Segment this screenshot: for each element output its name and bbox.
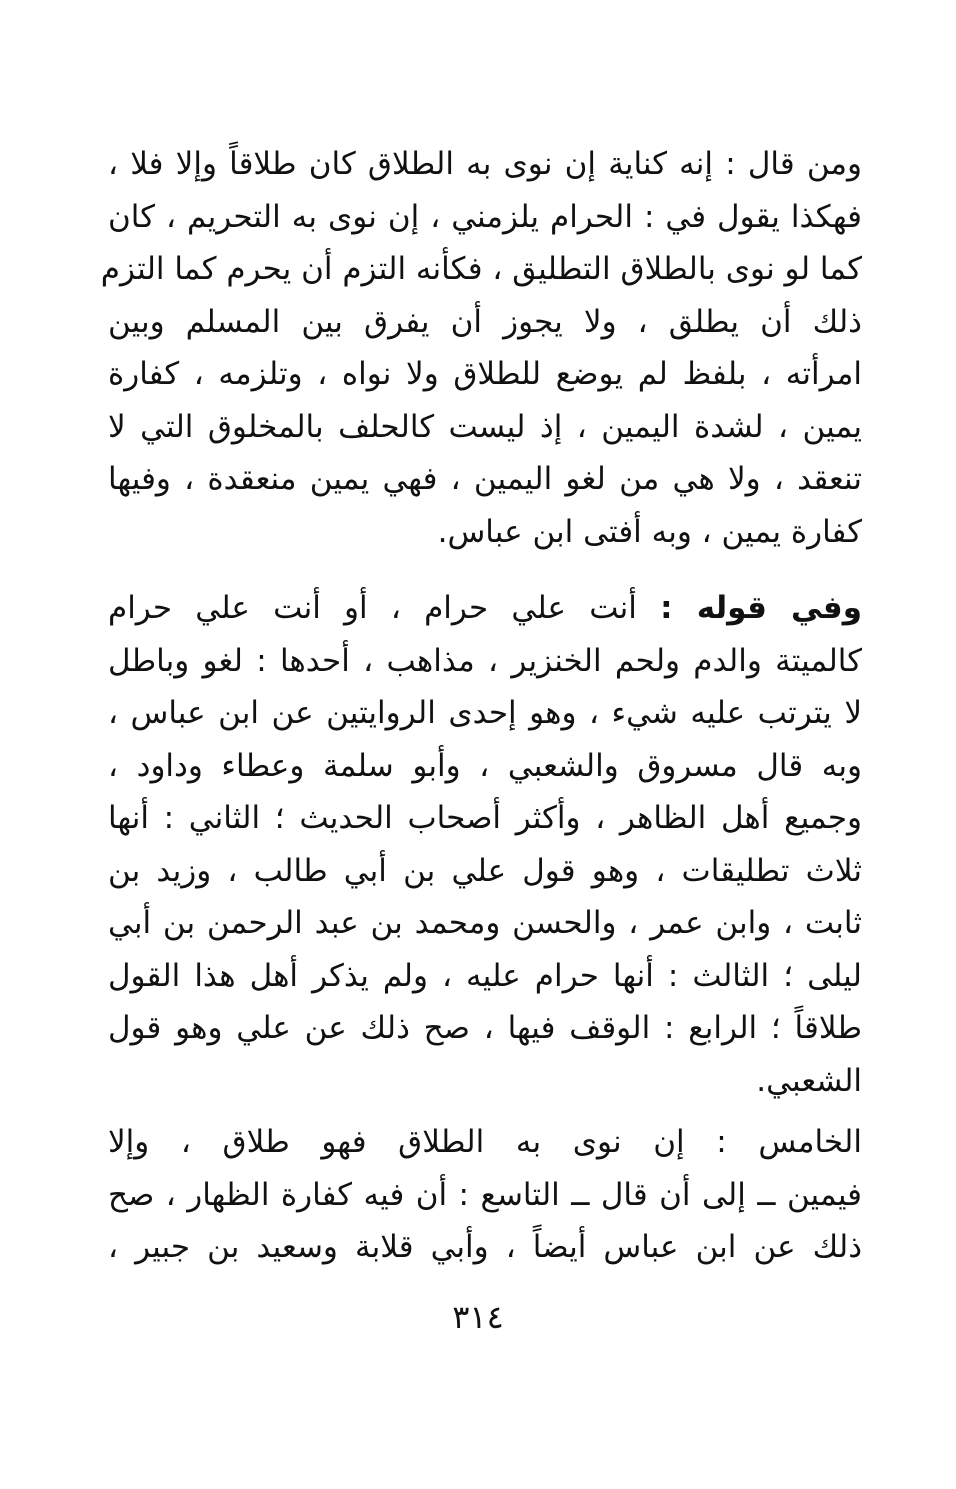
text-line: ذلك أن يطلق ، ولا يجوز أن يفرق بين المسلم وبين [108, 303, 862, 340]
text-line-first [108, 582, 862, 635]
text-line-rest: أنت علي حرام ، أو أنت علي حرام [108, 590, 661, 626]
text-line: طلاقاً ؛ الرابع : الوقف فيها ، صح ذلك عن علي وهو قول [108, 1010, 862, 1046]
text-line: لا يترتب عليه شيء ، وهو إحدى الروايتين عن ابن عباس ، [108, 695, 862, 731]
text-line: ذلك عن ابن عباس أيضاً ، وأبي قلابة وسعيد بن جبير ، [108, 1229, 862, 1265]
text-line: تنعقد ، ولا هي من لغو اليمين ، فهي يمين منعقدة ، وفيها [108, 461, 862, 497]
text-line: ومن قال : إنه كناية إن نوى به الطلاق كان طلاقاً وإلا فلا ، [108, 146, 862, 182]
text-line: كما لو نوى بالطلاق التطليق ، فكأنه التزم أن يحرم كما التزم [100, 251, 862, 287]
text-line: امرأته ، بلفظ لم يوضع للطلاق ولا نواه ، وتلزمه ، كفارة [108, 356, 862, 392]
text-line: ثابت ، وابن عمر ، والحسن ومحمد بن عبد الرحمن بن أبي [108, 905, 862, 941]
text-line: وبه قال مسروق والشعبي ، وأبو سلمة وعطاء وداود ، [108, 747, 862, 784]
text-line: كفارة يمين ، وبه أفتى ابن عباس. [437, 513, 862, 550]
text-line: يمين ، لشدة اليمين ، إذ ليست كالحلف بالمخلوق التي لا [108, 408, 862, 445]
text-line: فيمين ــ إلى أن قال ــ التاسع : أن فيه كفارة الظهار ، صح [108, 1176, 862, 1213]
text-line: وجميع أهل الظاهر ، وأكثر أصحاب الحديث ؛ الثاني : أنها [108, 800, 862, 836]
text-line: الشعبي. [756, 1062, 862, 1099]
paragraph-2 [108, 582, 862, 1107]
text-line: ثلاث تطليقات ، وهو قول علي بن أبي طالب ، وزيد بن [108, 852, 862, 889]
text-line: فهكذا يقول في : الحرام يلزمني ، إن نوى به التحريم ، كان [108, 198, 862, 235]
paragraph-1 [100, 138, 862, 558]
page-number: ٣١٤ [452, 1298, 504, 1336]
text-line: كالميتة والدم ولحم الخنزير ، مذاهب ، أحدها : لغو وباطل [108, 642, 862, 679]
text-line: الخامس : إن نوى به الطلاق فهو طلاق ، وإلا [108, 1124, 862, 1160]
paragraph-lead: وفي قوله : [660, 590, 862, 626]
text-line: ليلى ؛ الثالث : أنها حرام عليه ، ولم يذكر أهل هذا القول [108, 957, 862, 994]
paragraph-3 [108, 1116, 862, 1274]
